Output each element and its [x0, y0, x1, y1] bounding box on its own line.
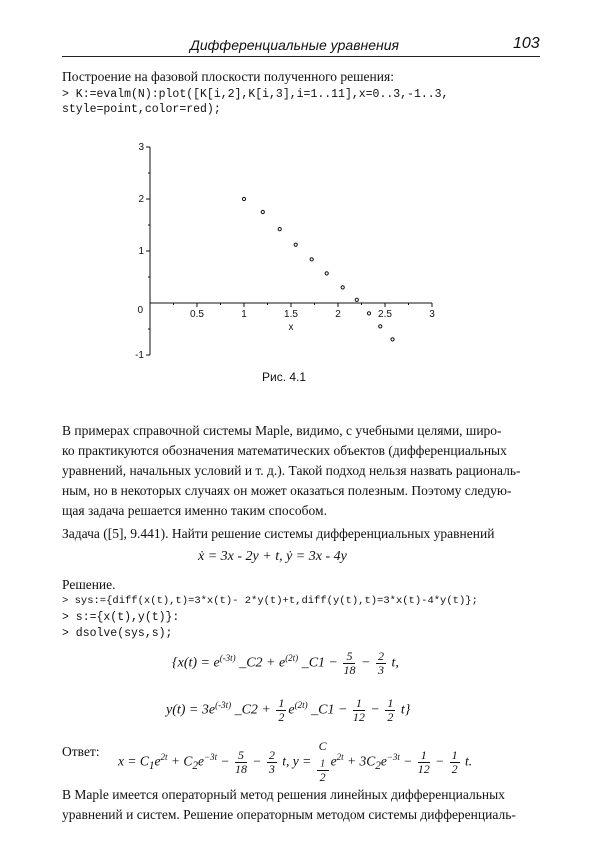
data-point: [391, 338, 394, 341]
answer-x-minus1: −: [217, 753, 233, 769]
output-y-e2: e: [288, 702, 295, 718]
output-y-mid1: _C2 +: [231, 702, 275, 718]
answer-x-tail: t, y =: [278, 753, 315, 769]
answer-x-sub1: 1: [148, 759, 155, 772]
output-y-lhs: y(t) = 3e: [166, 702, 216, 718]
data-point: [242, 197, 245, 200]
answer-x-plus: + C: [167, 753, 193, 769]
running-header-title: Дифференциальные уравнения: [190, 37, 399, 53]
x-tick-label: 2: [335, 309, 341, 320]
answer-x-frac-2: [267, 749, 277, 776]
output-x-minus: −: [357, 655, 374, 671]
paragraph-1-line-4: ным, но в некоторых случаях он может оказаться полезным. Поэтому следую-: [62, 483, 512, 498]
output-x-mid2: _C1 −: [298, 655, 342, 671]
answer-y-frac-0-num: [317, 740, 329, 771]
output-y-frac-2: [385, 697, 395, 724]
paragraph-2-line-2: уравнений и систем. Решение операторным методом системы дифференциаль-: [62, 807, 516, 822]
answer-x-frac-1-num: 5: [235, 749, 247, 763]
plot-points: [242, 197, 394, 341]
output-y-frac-0: [276, 697, 286, 724]
answer-x-exp1: 2t: [160, 751, 168, 762]
answer-y-frac-0: [317, 740, 329, 784]
plot-command-line-1: > K:=evalm(N):plot([K[i,2],K[i,3],i=1..11],x=0..3,-1..3,: [62, 88, 449, 101]
paragraph-1-line-2: ко практикуются обозначения математических объектов (дифференциальных: [62, 443, 507, 458]
x-axis-label: x: [288, 322, 294, 333]
data-point: [367, 312, 370, 315]
output-x-lhs: {x(t) = e: [172, 655, 220, 671]
data-point: [325, 272, 328, 275]
answer-y-e2: e: [380, 753, 387, 769]
phase-plot: [120, 135, 460, 365]
output-x-tail: t,: [387, 655, 399, 671]
x-tick-label: 3: [429, 309, 435, 320]
answer-y-sub2: 2: [375, 759, 381, 772]
output-y-frac-2-num: 1: [387, 696, 394, 710]
page-number: 103: [513, 35, 540, 52]
figure-caption: Рис. 4.1: [262, 370, 307, 384]
answer-x-part: x = C: [118, 753, 149, 769]
output-x-frac-2-den: 3: [377, 663, 384, 677]
plot-ticks: [135, 142, 435, 361]
answer-y-frac-0-num-sub: 1: [320, 758, 326, 770]
task-statement: Задача ([5], 9.441). Найти решение системы дифференциальных уравнений: [62, 526, 495, 541]
header-rule: [62, 56, 540, 57]
answer-x-sub2: 2: [192, 759, 198, 772]
answer-x-frac-2-den: 3: [268, 761, 275, 776]
data-point: [278, 228, 281, 231]
answer-y-e1: e: [330, 753, 337, 769]
plot-command-line-2: style=point,color=red);: [62, 103, 221, 116]
answer-y-exp1: 2t: [336, 751, 344, 762]
answer-x-e1: e: [154, 753, 161, 769]
answer-x-minus2: −: [248, 753, 265, 769]
data-point: [261, 210, 264, 213]
output-y-frac-0-num: 1: [278, 696, 285, 710]
output-y-frac-1-num: 1: [353, 697, 365, 711]
answer-x-frac-1: [235, 749, 247, 776]
output-y-tail: t}: [397, 702, 411, 718]
output-x-exp1: (-3t): [219, 653, 236, 664]
paragraph-1-line-3: уравнений, начальных условий и т. д.). Такой подход нельзя назвать рациональ-: [62, 463, 521, 478]
data-point: [341, 286, 344, 289]
answer-x-frac-2-num: 2: [268, 747, 275, 762]
answer-y-plus: + 3C: [343, 753, 376, 769]
data-point: [310, 258, 313, 261]
answer-y-frac-1-den: 12: [417, 761, 430, 776]
answer-y-frac-1: [418, 749, 430, 776]
answer-y-minus2: −: [431, 753, 448, 769]
output-y-mid2: _C1 −: [307, 702, 351, 718]
answer-y-frac-2: [450, 749, 460, 776]
output-x-frac-1-den: 18: [343, 663, 356, 677]
paragraph-1-line-1-text: В примерах справочной системы Maple, видимо, с учебными целями, широ-: [62, 423, 502, 438]
answer-equation: [118, 740, 472, 784]
x-tick-label: 1: [241, 309, 247, 320]
answer-y-exp2: −3t: [386, 751, 400, 762]
output-y-frac-1: [353, 697, 365, 724]
output-y-frac-2-den: 2: [387, 710, 394, 724]
output-y-minus: −: [366, 702, 384, 718]
data-point: [294, 243, 297, 246]
y-tick-label: 2: [138, 194, 144, 205]
x-tick-label: 2.5: [378, 309, 392, 320]
data-point: [379, 325, 382, 328]
paragraph-1-line-1: [62, 423, 540, 439]
y-tick-label: 3: [138, 142, 144, 153]
solution-label: Решение.: [62, 577, 116, 592]
output-x-exp2: (2t): [285, 653, 299, 664]
answer-y-frac-0-num-c: C: [318, 739, 327, 753]
paragraph-2-line-1: В Maple имеется операторный метод решения линейных дифференциальных: [62, 787, 505, 802]
answer-label: Ответ:: [62, 744, 100, 759]
code-line-3: > dsolve(sys,s);: [62, 627, 173, 640]
code-line-2: > s:={x(t),y(t)}:: [62, 611, 180, 624]
origin-label: 0: [137, 305, 143, 316]
x-tick-label: 1.5: [284, 309, 298, 320]
answer-y-frac-2-den: 2: [451, 761, 458, 776]
output-y-frac-1-den: 12: [352, 710, 365, 724]
y-tick-label: 1: [138, 246, 144, 257]
output-x-equation: [172, 650, 399, 677]
output-y-exp2: (2t): [294, 700, 308, 711]
answer-y-minus1: −: [399, 753, 416, 769]
output-x-frac-2: [376, 650, 386, 677]
answer-x-exp2: −3t: [204, 751, 218, 762]
answer-x-frac-1-den: 18: [234, 761, 247, 776]
answer-y-frac-0-den: 2: [319, 770, 326, 785]
output-y-frac-0-den: 2: [278, 710, 285, 724]
output-y-exp1: (-3t): [215, 700, 232, 711]
output-y-equation: [166, 697, 410, 724]
code-line-1: > sys:={diff(x(t),t)=3*x(t)- 2*y(t)+t,diff(y(t),t)=3*x(t)-4*y(t)};: [62, 595, 478, 607]
intro-text: Построение на фазовой плоскости полученного решения:: [62, 69, 394, 84]
x-tick-label: 0.5: [190, 309, 204, 320]
y-tick-label: -1: [135, 350, 144, 361]
output-x-frac-2-num: 2: [377, 649, 384, 663]
answer-y-frac-1-num: 1: [418, 749, 430, 763]
paragraph-1-line-5: щая задача решается именно таким способом.: [62, 503, 327, 518]
output-x-frac-1-num: 5: [343, 650, 355, 664]
answer-x-e2: e: [198, 753, 204, 769]
answer-y-tail: t.: [461, 753, 473, 769]
output-x-frac-1: [343, 650, 355, 677]
answer-y-frac-2-num: 1: [451, 747, 458, 762]
system-equation: ẋ = 3x - 2y + t, ẏ = 3x - 4y: [198, 549, 347, 564]
output-x-mid1: _C2 + e: [235, 655, 286, 671]
data-point: [355, 298, 358, 301]
